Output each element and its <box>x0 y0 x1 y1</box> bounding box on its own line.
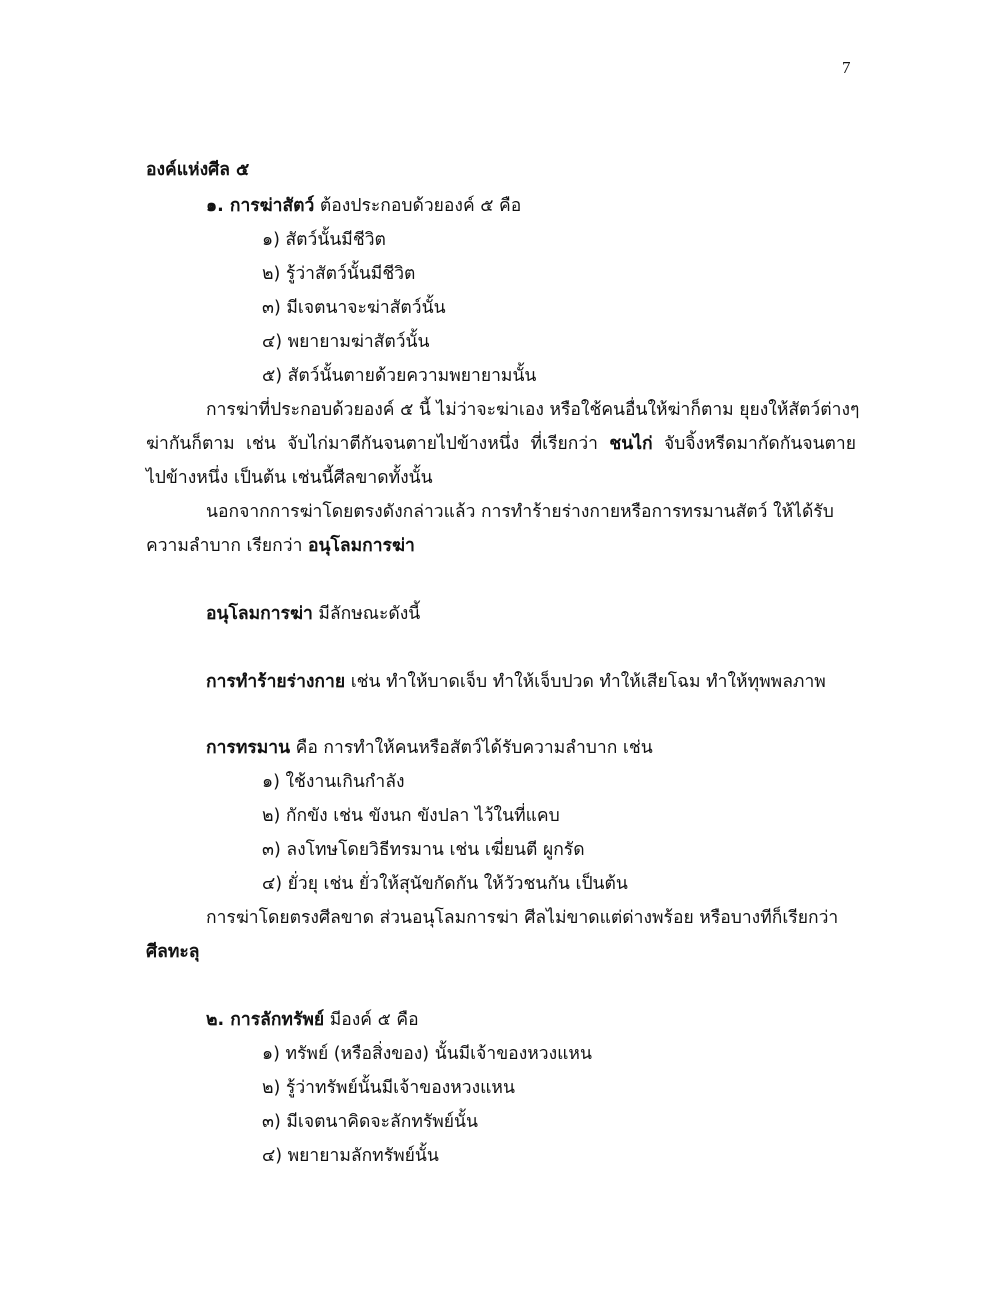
paragraph1-line <box>146 432 856 456</box>
section2-item: ๑) ทรัพย์ (หรือสิ่งของ) นั้นมีเจ้าของหวงแหน <box>262 1044 592 1064</box>
torment-item: ๒) กักขัง เช่น ขังนก ขังปลา ไว้ในที่แคบ <box>262 806 560 826</box>
anuloma-heading <box>206 602 420 626</box>
harm-line <box>206 670 826 694</box>
torment-rest: คือ การทำให้คนหรือสัตว์ได้รับความลำบาก เช่น <box>290 738 653 758</box>
section1-item: ๑) สัตว์นั้นมีชีวิต <box>262 230 386 250</box>
torment-item: ๓) ลงโทษโดยวิธีทรมาน เช่น เฆี่ยนตี ผูกรัด <box>262 840 585 860</box>
anuloma-rest: มีลักษณะดังนี้ <box>312 604 421 624</box>
paragraph2-line <box>146 534 415 558</box>
section1-item: ๒) รู้ว่าสัตว์นั้นมีชีวิต <box>262 264 416 284</box>
paragraph2-line: นอกจากการฆ่าโดยตรงดังกล่าวแล้ว การทำร้ายร่างกายหรือการทรมานสัตว์ ให้ได้รับ <box>206 502 834 522</box>
torment-bold: การทรมาน <box>206 738 291 758</box>
paragraph2-bold-term: อนุโลมการฆ่า <box>308 536 415 556</box>
section1-item: ๔) พยายามฆ่าสัตว์นั้น <box>262 332 430 352</box>
section1-title <box>206 194 521 218</box>
paragraph1-text: จับจิ้งหรีดมากัดกันจนตาย <box>652 434 856 454</box>
paragraph1-text: ฆ่ากันก็ตาม เช่น จับไก่มาตีกันจนตายไปข้างหนึ่ง ที่เรียกว่า <box>146 434 610 454</box>
torment-item: ๑) ใช้งานเกินกำลัง <box>262 772 405 792</box>
section2-item: ๔) พยายามลักทรัพย์นั้น <box>262 1146 439 1166</box>
section2-item: ๓) มีเจตนาคิดจะลักทรัพย์นั้น <box>262 1112 478 1132</box>
page-number: 7 <box>842 58 851 77</box>
section1-title-rest: ต้องประกอบด้วยองค์ ๕ คือ <box>314 196 522 216</box>
anuloma-bold: อนุโลมการฆ่า <box>206 604 313 624</box>
section-heading: องค์แห่งศีล ๕ <box>146 160 250 180</box>
paragraph1-bold-term: ชนไก่ <box>609 434 653 454</box>
summary-bold-term: ศีลทะลุ <box>146 942 200 962</box>
torment-item: ๔) ยั่วยุ เช่น ยั่วให้สุนัขกัดกัน ให้วัวชนกัน เป็นต้น <box>262 874 628 894</box>
section2-title-bold: ๒. การลักทรัพย์ <box>206 1010 325 1030</box>
harm-bold: การทำร้ายร่างกาย <box>206 672 346 692</box>
paragraph1-line: ไปข้างหนึ่ง เป็นต้น เช่นนี้ศีลขาดทั้งนั้น <box>146 468 433 488</box>
section2-title-rest: มีองค์ ๕ คือ <box>324 1010 419 1030</box>
section2-item: ๒) รู้ว่าทรัพย์นั้นมีเจ้าของหวงแหน <box>262 1078 515 1098</box>
section1-item: ๕) สัตว์นั้นตายด้วยความพยายามนั้น <box>262 366 537 386</box>
harm-rest: เช่น ทำให้บาดเจ็บ ทำให้เจ็บปวด ทำให้เสียโฉม ทำให้ทุพพลภาพ <box>345 672 826 692</box>
section1-item: ๓) มีเจตนาจะฆ่าสัตว์นั้น <box>262 298 446 318</box>
torment-line <box>206 736 653 760</box>
section1-title-bold: ๑. การฆ่าสัตว์ <box>206 196 315 216</box>
paragraph2-text: ความลำบาก เรียกว่า <box>146 536 308 556</box>
summary-line: การฆ่าโดยตรงศีลขาด ส่วนอนุโลมการฆ่า ศีลไม่ขาดแต่ด่างพร้อย หรือบางทีก็เรียกว่า <box>206 908 839 928</box>
section2-title <box>206 1008 419 1032</box>
paragraph1-line: การฆ่าที่ประกอบด้วยองค์ ๕ นี้ ไม่ว่าจะฆ่าเอง หรือใช้คนอื่นให้ฆ่าก็ตาม ยุยงให้สัตว์ต่างๆ <box>206 400 860 420</box>
